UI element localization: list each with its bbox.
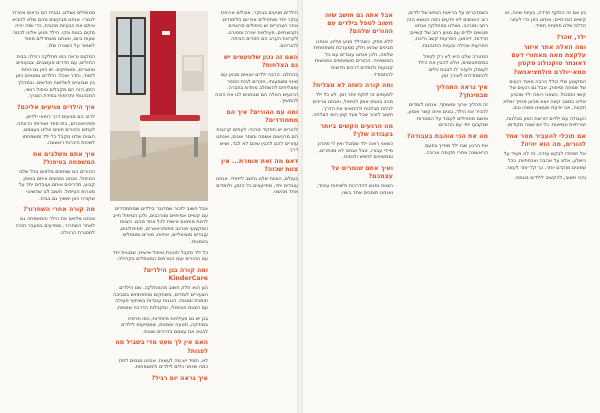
body-paragraph: להורים יש תפקיד מרכזי. לעתים קרובות הם מרגישים אשמה וחוסר אונים, ואנחנו עוזרים להם להבין שהם לא לבד, ושיש דרך. [216, 127, 298, 154]
body-paragraph: לפעמים זה לוקח יותר זמן. לא כל ילד מגיב באותו אופן לטיפול, ואנחנו צריכים לגלות סבלנות ולהתאים את הדרך. חשוב לזכור שכל צעד קטן הוא הצלחה. [311, 92, 393, 119]
body-paragraph: המטרה שלנו היא לא רק לטפל בסימפטומים, אלא להבין את הילד לעומק ולעזור לו לבנות כלים להתמודדות לאורך זמן. [417, 53, 488, 80]
question-heading: ומה קורה כשזה לא מצליח? [312, 82, 393, 90]
question-heading: ומה קורה בגן הילדים? KinderCare [143, 266, 208, 282]
body-paragraph: בעולם, הצוות שלנו נחשב לייחודי. אנחנו עובדים יחד, מתייעצים כל הזמן, ולומדים אחד מהשני. [215, 176, 298, 196]
left-column-2 [110, 206, 208, 406]
body-paragraph: לא, תמיד יש מה לעשות. אנחנו מנסים לתת כמה שיותר כלים לילדים ולמשפחות. [119, 357, 208, 371]
body-paragraph: הגן הוא חלק חשוב מהמחלקה. שם הילדים הצעירים לומדים, משחקים ומתפתחים בסביבה תומכת ומוגנת. הגננות עובדות בשיתוף פעולה עם הצוות הטיפולי, ומקבלות הדרכה שוטפת. [113, 285, 208, 311]
body-paragraph: והכי חשוב, להקשיב לילדים באמת. [514, 175, 586, 182]
body-paragraph: כשמדברים על בריאות הנפש של ילדים, רוב האנשים לא יודעים כמה הנושא הזה רחב ומורכב. אצלנו במחלקה אנחנו פוגשים ילדים עם מגוון רחב של קשיים: חרדות, דיכאון, הפרעות קשב וריכוז, הפרעות אכילה ובעיות התנהגות. [406, 10, 488, 49]
body-paragraph: זה תהליך ארוך ומשותף. אנחנו לומדים להכיר את הילד, בונים איתו קשר ואמון, ומשם מתחילים לעבוד על המטרות שנקבעו יחד עם ההורים. [407, 102, 488, 129]
body-paragraph: אל תפחדו לבקש עזרה. זה לא מעיד על כישלון, אלא על אהבה ואכפתיות. ככל שפונים מוקדם יותר, כך קל יותר לעזור. [503, 151, 586, 171]
body-paragraph: מטופלים אצלנו, ובבית הם נראים אחרת לגמרי. אנחנו מבקשים מהם שלא להביא איתם את הבעיות מהבית, כדי שזה יהיה מקום בטוח ונקי. הילד מגיע אלינו לכמה שעות ביום, ואנחנו משתדלים מאוד לשמור על השגרה שלו. [12, 10, 95, 49]
question-heading: איך אתם משלבים את המשפחה בטיפול? [32, 150, 95, 167]
question-heading: האם זה נכון שלפעמים יש גם הצלחות? [224, 53, 298, 69]
body-paragraph: בהחלט. הרבה ילדים יוצאים מכאן עם שינוי משמעותי, חוזרים לבית הספר ומצליחים להשתלב מחדש בחברה. הרגעים האלה הם שנותנים לנו את הכוח להמשיך. [215, 71, 298, 105]
body-paragraph: אבל חשוב לזכור שמדובר בילדים שמתמודדים עם קשיים אמיתיים ומורכבים, ולכן הטיפול חייב להיות מותאם אישית לכל אחד מהם. הצוות המקצועי מורכב מפסיכיאטרים, פסיכולוגים, עובדים סוציאליים, אחיות, מורים ומטפלים באמנות. [112, 206, 208, 245]
left-column-1 [12, 10, 95, 406]
question-heading: מה קורה אחרי השחרור? [23, 206, 95, 214]
right-column-2 [405, 10, 488, 406]
right-column-1 [310, 10, 393, 406]
question-heading: ילד, זוכר? [556, 33, 586, 41]
body-paragraph: בין אם זה התקף חרדה, בעיות שינה, או קשיים חברתיים, אנחנו כאן כדי לעזור. הדלת שלנו פתוחה תמיד. [504, 10, 586, 30]
body-paragraph: אנחנו מלווים את הילד והמשפחה גם לאחר השחרור, ומסייעים במעבר חזרה למסגרת הרגילה. [15, 216, 95, 236]
hospital-room-photo [110, 11, 208, 201]
question-heading: ומה האלה אתר איזור עלקצת מאה מאחורי דעם דאונתר טוקנולוג סקסון סמא-יולרם פולחציאנשו? [511, 43, 586, 76]
question-heading: איך נראה התהליך מבחינתך? [435, 83, 488, 100]
body-paragraph: ללא ספק. כשהילד מגיע אלינו, אנחנו מבינים שהוא חלק ממערכת משפחתית שלמה, ולכן אנחנו עובדים עם כל המשפחה. ההורים משתתפים בפגישות קבועות ולומדים דרכים חדשות להתמודד. [313, 38, 393, 78]
body-paragraph: הילדים מגיעים בבוקר, אוכלים ארוחת בוקר יחד ומתחילים את יום הלימודים. אחר הצהריים יש טיפולים פרטניים וקבוצתיים, פעילויות יצירה וספורט. לקראת הערב הם חוזרים הביתה להוריהם. [221, 10, 298, 49]
question-heading: דאם מה זאת אומרת... אין צוות שכזה? [221, 157, 298, 173]
question-heading: איך נראה יום רגיל? [151, 374, 208, 382]
right-column-3 [503, 10, 586, 406]
question-heading: מה את הכי אוהבת בעבודה? [406, 132, 488, 140]
body-paragraph: כשאני רואה ילד שסובל ואין לי פתרון מיידי עבורו. אבל אנחנו לא מוותרים, וממשיכים לחפש ולנסות. [318, 141, 393, 161]
left-column-3 [215, 10, 298, 406]
question-heading: מה הרגעים הקשים ביותר בעבודה שלך? [320, 122, 393, 138]
question-heading: אבל אתה גם חושב שזה חשוב לטפל בילדים עם ההורים שלהם? [324, 12, 393, 36]
hospital-room-illustration [110, 11, 208, 201]
body-paragraph: לרוב הם מגיעים דרך רופאי ילדים, פסיכיאטרים, בתי ספר ושירותי הרווחה. לעתים ההורים פונים אלינו בעצמם. הצוות שלנו מקבל כל ילד ומשפחתו לשיחת היכרות ראשונה. [15, 113, 95, 147]
body-paragraph: הצוות נפגש להדרכות ולשיחות עיבוד, ואנחנו תומכים אחד בשני. [316, 183, 393, 196]
question-heading: האם אין לך מעט מדי בשביל מה לפנות? [115, 339, 208, 355]
body-paragraph: כל ילד מקבל תוכנית טיפול אישית, שנבנית יחד עם ההורים ועם הגורמים המטפלים בקהילה. [112, 249, 208, 263]
question-heading: ומה עם ההורים? איך הם מתמודדים? [226, 108, 298, 125]
body-paragraph: המקום נראה כמו מחלקה רגילה בבית החולים, עם חדרים מעוצבים, צבעוניים ומוארים, ומשחקים. יש כאן גם כיתת לימוד, וחדר אוכל. הילדים נמצאים כאן בין שבועיים לשלושה חודשים, ובמהלך הזמן הזה הם מקבלים טיפול רגשי, התנהגותי ותרופתי במידת הצורך. [15, 53, 95, 100]
body-paragraph: העבודה עם ילדים דורשת המון סבלנות, יצירתיות וגמישות. כל יום שונה מקודמו. [505, 115, 586, 129]
question-heading: איך הילדים מגיעים אליכם? [16, 103, 95, 111]
body-paragraph: ההורים הם שותפים מלאים בכל שלבי הטיפול. אנחנו נפגשים איתם באופן קבוע, מדריכים אותם ועובדים יחד על מטרות הטיפול. חשוב לנו שהשינוי שקורה כאן ימשיך גם בבית. [18, 169, 95, 202]
body-paragraph: המקצוע שלי כולל הרבה מאוד רגעים של שמחה וסיפוק, אבל גם רגעים של קושי ותסכול. כשאני רואה ילד שהגיע אלינו במצב קשה יוצא מכאן מחייך ומלא תקווה, אני יודעת שעשינו משהו טוב. [503, 78, 586, 112]
question-heading: אם תוכלי להעביר מסר אחד להורים, מה הוא יהיה? [505, 132, 586, 149]
body-paragraph: בגן יש גם פעילויות מיוחדות, כמו תרפיה במוזיקה, תנועה ואמנות, שמסייעות לילדים לבטא את עצמם בדרכים שונות. [121, 315, 208, 335]
question-heading: ואיך אתם שומרים על עצמכם? [331, 164, 393, 181]
body-paragraph: את הרגע שבו ילד מחייך בפעם הראשונה אחרי תקופה ארוכה. [424, 142, 488, 156]
